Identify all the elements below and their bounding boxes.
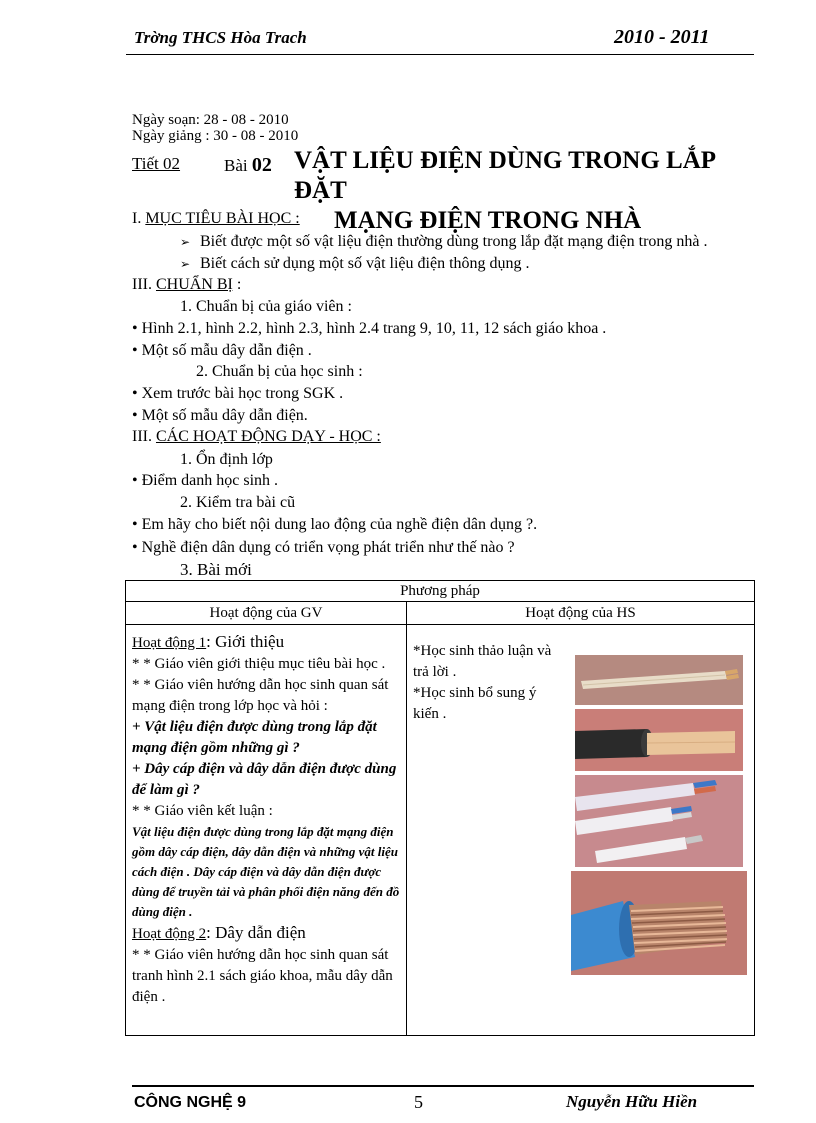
activity-item: • Em hãy cho biết nội dung lao động của nghề điện dân dụng ?.	[132, 516, 538, 533]
lesson-period: Tiết 02	[132, 154, 181, 173]
flat-wire-photo	[575, 655, 743, 705]
student-text: *Học sinh bổ sung ý kiến .	[413, 685, 537, 722]
school-name: Trờng THCS Hòa Trach	[134, 28, 307, 47]
arrow-bullet-icon: ➢	[180, 257, 191, 271]
activity-item: • Nghề điện dân dụng có triển vọng phát triển như thế nào ?	[132, 539, 515, 556]
teacher-conclusion: Vật liệu điện được dùng trong lắp đặt mạng điện gồm dây cáp điện, dây dẫn điện và những vật liệu cách điện . Dây cáp điện và dây dẫn điện được dùng để truyền tải và phân phối điện năng đến đồ dùng điện .	[132, 824, 400, 919]
black-cable-photo	[575, 709, 743, 771]
lesson-table	[125, 580, 755, 1036]
lesson-title: VẬT LIỆU ĐIỆN DÙNG TRONG LẮP ĐẶT MẠNG ĐIỆN TRONG NHÀ	[294, 147, 715, 234]
teacher-text: * * Giáo viên giới thiệu mục tiêu bài học .	[132, 656, 386, 672]
footer-author: Nguyễn Hữu Hiền	[566, 1092, 698, 1111]
teacher-text: * * Giáo viên hướng dẫn học sinh quan sát mạng điện trong lớp học và hỏi :	[132, 677, 389, 714]
activity-step: 2. Kiểm tra bài cũ	[180, 494, 296, 511]
teacher-activities-cell	[126, 625, 407, 1036]
activity-step: 1. Ổn định lớp	[180, 451, 273, 468]
multi-core-cable-photo	[575, 775, 743, 867]
teacher-text: * * Giáo viên kết luận :	[132, 803, 273, 819]
activity-step: 3. Bài mới	[180, 560, 252, 579]
student-prep-item: • Một số mẫu dây dẫn điện.	[132, 407, 308, 424]
date-prepared: Ngày soạn: 28 - 08 - 2010	[132, 112, 289, 128]
student-text: *Học sinh thảo luận và trả lời .	[413, 643, 552, 680]
objective-item: ➢ Biết được một số vật liệu điện thường dùng trong lắp đặt mạng điện trong nhà .	[180, 233, 708, 250]
activity-1-heading: Hoạt động 1: Giới thiệu	[132, 632, 285, 651]
header-rule	[126, 54, 754, 55]
teacher-question: + Vật liệu điện được dùng trong lắp đặt mạng điện gồm những gì ?	[132, 719, 377, 756]
student-prep-heading: 2. Chuẩn bị của học sinh :	[196, 363, 363, 380]
date-taught: Ngày giảng : 30 - 08 - 2010	[132, 128, 299, 144]
arrow-bullet-icon: ➢	[180, 235, 191, 249]
teacher-question: + Dây cáp điện và dây dẫn điện được dùng để làm gì ?	[132, 761, 397, 798]
footer-subject: CÔNG NGHỆ 9	[134, 1094, 247, 1111]
page-number: 5	[414, 1092, 423, 1112]
table-header: Phương pháp	[126, 581, 755, 602]
objective-item: ➢ Biết cách sử dụng một số vật liệu điện thông dụng .	[180, 255, 530, 272]
activity-item: • Điểm danh học sinh .	[132, 472, 279, 489]
section-objectives-heading: I. MỤC TIÊU BÀI HỌC :	[132, 210, 300, 227]
student-activities-cell	[407, 625, 755, 1036]
teacher-prep-heading: 1. Chuẩn bị của giáo viên :	[180, 298, 352, 315]
student-text-block	[413, 641, 563, 725]
column-header-teacher: Hoạt động của GV	[126, 602, 407, 625]
footer-rule	[132, 1085, 754, 1087]
blue-cable-photo	[571, 871, 747, 975]
teacher-text: * * Giáo viên hướng dẫn học sinh quan sát tranh hình 2.1 sách giáo khoa, mẫu dây dẫn điện .	[132, 947, 393, 1005]
school-year: 2010 - 2011	[614, 26, 710, 48]
activity-2-heading: Hoạt động 2: Dây dẫn điện	[132, 923, 306, 942]
lesson-number: Bài 02	[224, 154, 272, 176]
section-preparation-heading: III. CHUẨN BỊ :	[132, 276, 242, 293]
section-activities-heading: III. CÁC HOẠT ĐỘNG DẠY - HỌC :	[132, 428, 381, 445]
column-header-student: Hoạt động của HS	[407, 602, 755, 625]
teacher-prep-item: • Hình 2.1, hình 2.2, hình 2.3, hình 2.4 trang 9, 10, 11, 12 sách giáo khoa .	[132, 320, 607, 337]
student-prep-item: • Xem trước bài học trong SGK .	[132, 385, 344, 402]
teacher-prep-item: • Một số mẫu dây dẫn điện .	[132, 342, 312, 359]
